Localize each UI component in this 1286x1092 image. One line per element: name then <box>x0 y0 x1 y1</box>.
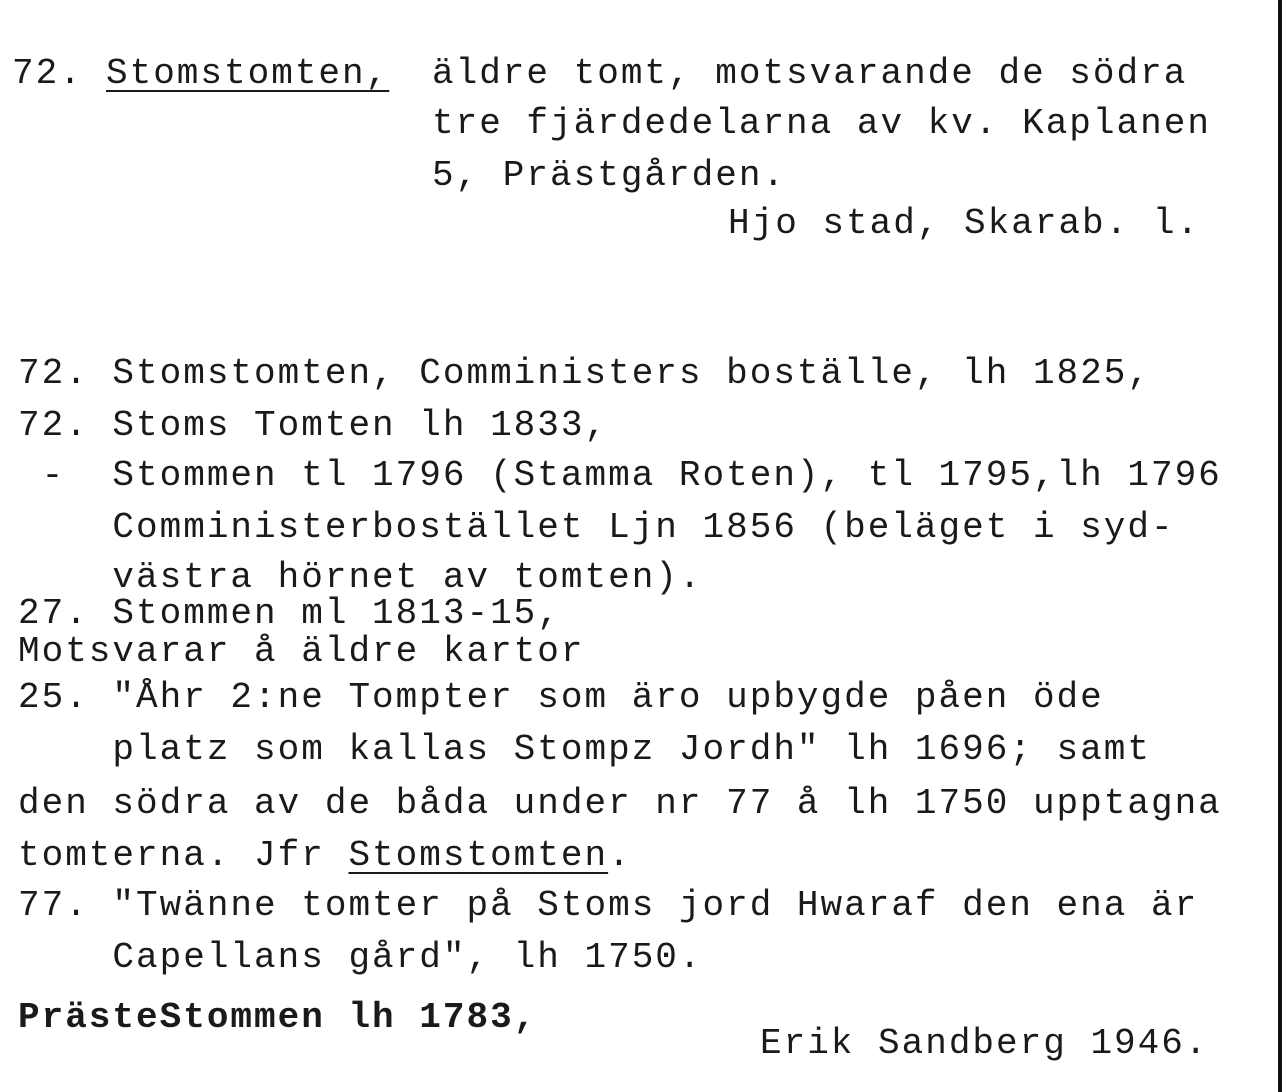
source-line-10: den södra av de båda under nr 77 å lh 1750 upptagna <box>18 783 1222 824</box>
source-line-3: - Stommen tl 1796 (Stamma Roten), tl 1795,lh 1796 <box>18 455 1222 496</box>
entry-title: Stomstomten, <box>106 53 390 94</box>
card-edge-line <box>1278 0 1282 1092</box>
entry-place: Hjo stad, Skarab. l. <box>728 203 1201 244</box>
source-line-14: PrästeStommen lh 1783, <box>18 997 538 1038</box>
source-line-11-prefix: tomterna. Jfr <box>18 835 349 876</box>
cross-reference: Stomstomten <box>348 835 609 876</box>
source-line-11-suffix: . <box>608 835 632 876</box>
source-line-13: Capellans gård", lh 1750. <box>18 937 703 978</box>
source-line-12: 77. "Twänne tomter på Stoms jord Hwaraf den ena är <box>18 885 1199 926</box>
entry-description-line-3: 5, Prästgården. <box>432 155 787 196</box>
source-line-5: västra hörnet av tomten). <box>18 557 703 598</box>
source-line-9: platz som kallas Stompz Jordh" lh 1696; samt <box>18 729 1151 770</box>
source-line-6: 27. Stommen ml 1813-15, <box>18 593 561 634</box>
source-line-8: 25. "Åhr 2:ne Tompter som äro upbygde påen öde <box>18 677 1104 718</box>
entry-description-line-1: äldre tomt, motsvarande de södra <box>432 53 1188 94</box>
source-line-4: Comministerbostället Ljn 1856 (beläget i syd- <box>18 507 1175 548</box>
signature: Erik Sandberg 1946. <box>760 1023 1209 1064</box>
source-line-7: Motsvarar å äldre kartor <box>18 631 585 672</box>
entry-description-line-2: tre fjärdedelarna av kv. Kaplanen <box>432 103 1211 144</box>
source-line-2: 72. Stoms Tomten lh 1833, <box>18 405 609 446</box>
source-line-11 <box>18 836 632 876</box>
source-line-1: 72. Stomstomten, Comministers boställe, lh 1825, <box>18 353 1151 394</box>
entry-number: 72. <box>12 53 83 94</box>
